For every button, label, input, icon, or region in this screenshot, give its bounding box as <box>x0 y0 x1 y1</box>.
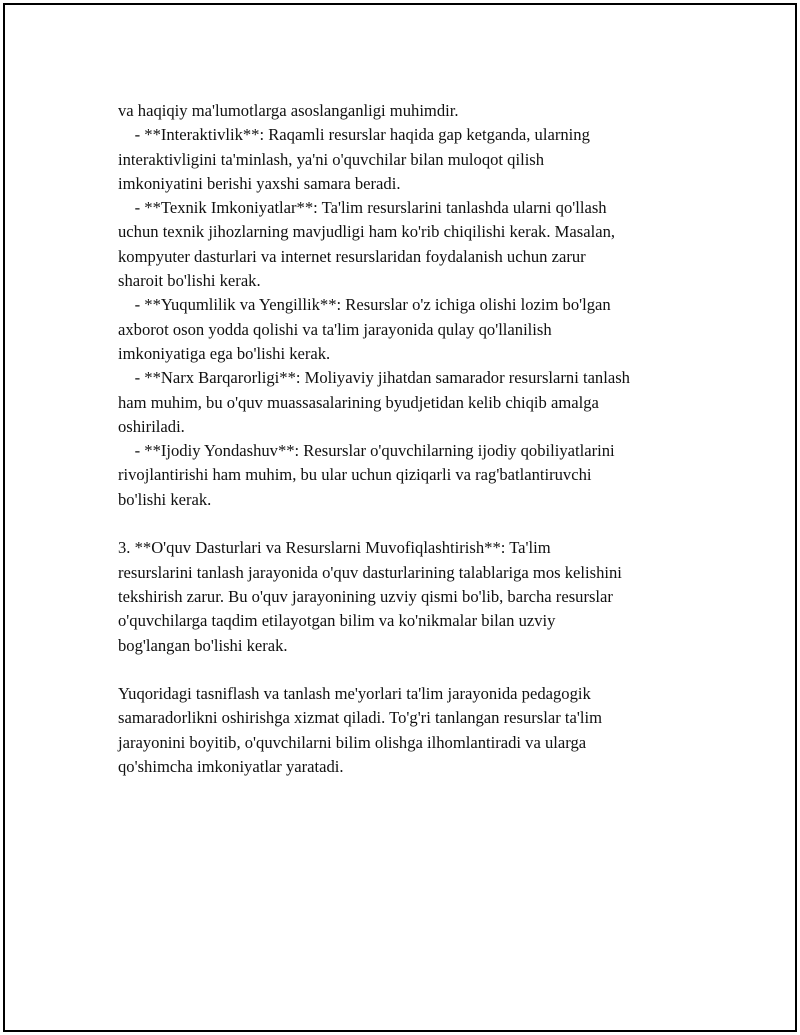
document-body <box>118 99 698 779</box>
text-line: 3. **O'quv Dasturlari va Resurslarni Muvofiqlashtirish**: Ta'lim <box>118 538 551 558</box>
text-line: - **Texnik Imkoniyatlar**: Ta'lim resurslarini tanlashda ularni qo'llash <box>118 198 607 218</box>
text-line: samaradorlikni oshirishga xizmat qiladi. To'g'ri tanlangan resurslar ta'lim <box>118 708 602 728</box>
text-line: bog'langan bo'lishi kerak. <box>118 635 288 655</box>
text-line: tekshirish zarur. Bu o'quv jarayonining uzviy qismi bo'lib, barcha resurslar <box>118 586 613 606</box>
text-line: jarayonini boyitib, o'quvchilarni bilim olishga ilhomlantiradi va ularga <box>118 732 587 752</box>
text-line: - **Interaktivlik**: Raqamli resurslar haqida gap ketganda, ularning <box>118 125 590 145</box>
blank-line <box>118 512 698 536</box>
text-line: axborot oson yodda qolishi va ta'lim jarayonida qulay qo'llanilish <box>118 319 552 339</box>
text-line: - **Yuqumlilik va Yengillik**: Resurslar o'z ichiga olishi lozim bo'lgan <box>118 295 611 315</box>
text-line: uchun texnik jihozlarning mavjudligi ham ko'rib chiqilishi kerak. Masalan, <box>118 222 616 242</box>
text-line: ham muhim, bu o'quv muassasalarining byudjetidan kelib chiqib amalga <box>118 392 599 412</box>
blank-line <box>118 658 698 682</box>
list-item-narx <box>118 366 698 439</box>
text-line: sharoit bo'lishi kerak. <box>118 271 261 291</box>
text-line: - **Narx Barqarorligi**: Moliyaviy jihatdan samarador resurslarni tanlash <box>118 368 630 388</box>
text-line: interaktivligini ta'minlash, ya'ni o'quvchilar bilan muloqot qilish <box>118 149 545 169</box>
list-item-interaktivlik <box>118 123 698 196</box>
document-page <box>3 3 797 1032</box>
list-item-ijodiy <box>118 439 698 512</box>
text-line: imkoniyatiga ega bo'lishi kerak. <box>118 343 331 363</box>
text-line: oshiriladi. <box>118 416 185 436</box>
text-line: va haqiqiy ma'lumotlarga asoslanganligi muhimdir. <box>118 101 459 120</box>
list-item-yuqumlilik <box>118 293 698 366</box>
text-line: resurslarini tanlash jarayonida o'quv dasturlarining talablariga mos kelishini <box>118 562 622 582</box>
text-line: qo'shimcha imkoniyatlar yaratadi. <box>118 757 344 777</box>
text-line: kompyuter dasturlari va internet resurslaridan foydalanish uchun zarur <box>118 246 586 266</box>
text-line: - **Ijodiy Yondashuv**: Resurslar o'quvchilarning ijodiy qobiliyatlarini <box>118 441 615 461</box>
text-line: rivojlantirishi ham muhim, bu ular uchun qiziqarli va rag'batlantiruvchi <box>118 465 592 485</box>
list-item-texnik-imkoniyatlar <box>118 196 698 293</box>
text-line: imkoniyatini berishi yaxshi samara beradi. <box>118 173 401 193</box>
section-3 <box>118 512 698 658</box>
text-line: Yuqoridagi tasniflash va tanlash me'yorlari ta'lim jarayonida pedagogik <box>118 684 591 704</box>
text-line: o'quvchilarga taqdim etilayotgan bilim va ko'nikmalar bilan uzviy <box>118 611 556 631</box>
paragraph-continuation <box>118 99 698 123</box>
text-line: bo'lishi kerak. <box>118 489 212 509</box>
conclusion-paragraph <box>118 658 698 779</box>
